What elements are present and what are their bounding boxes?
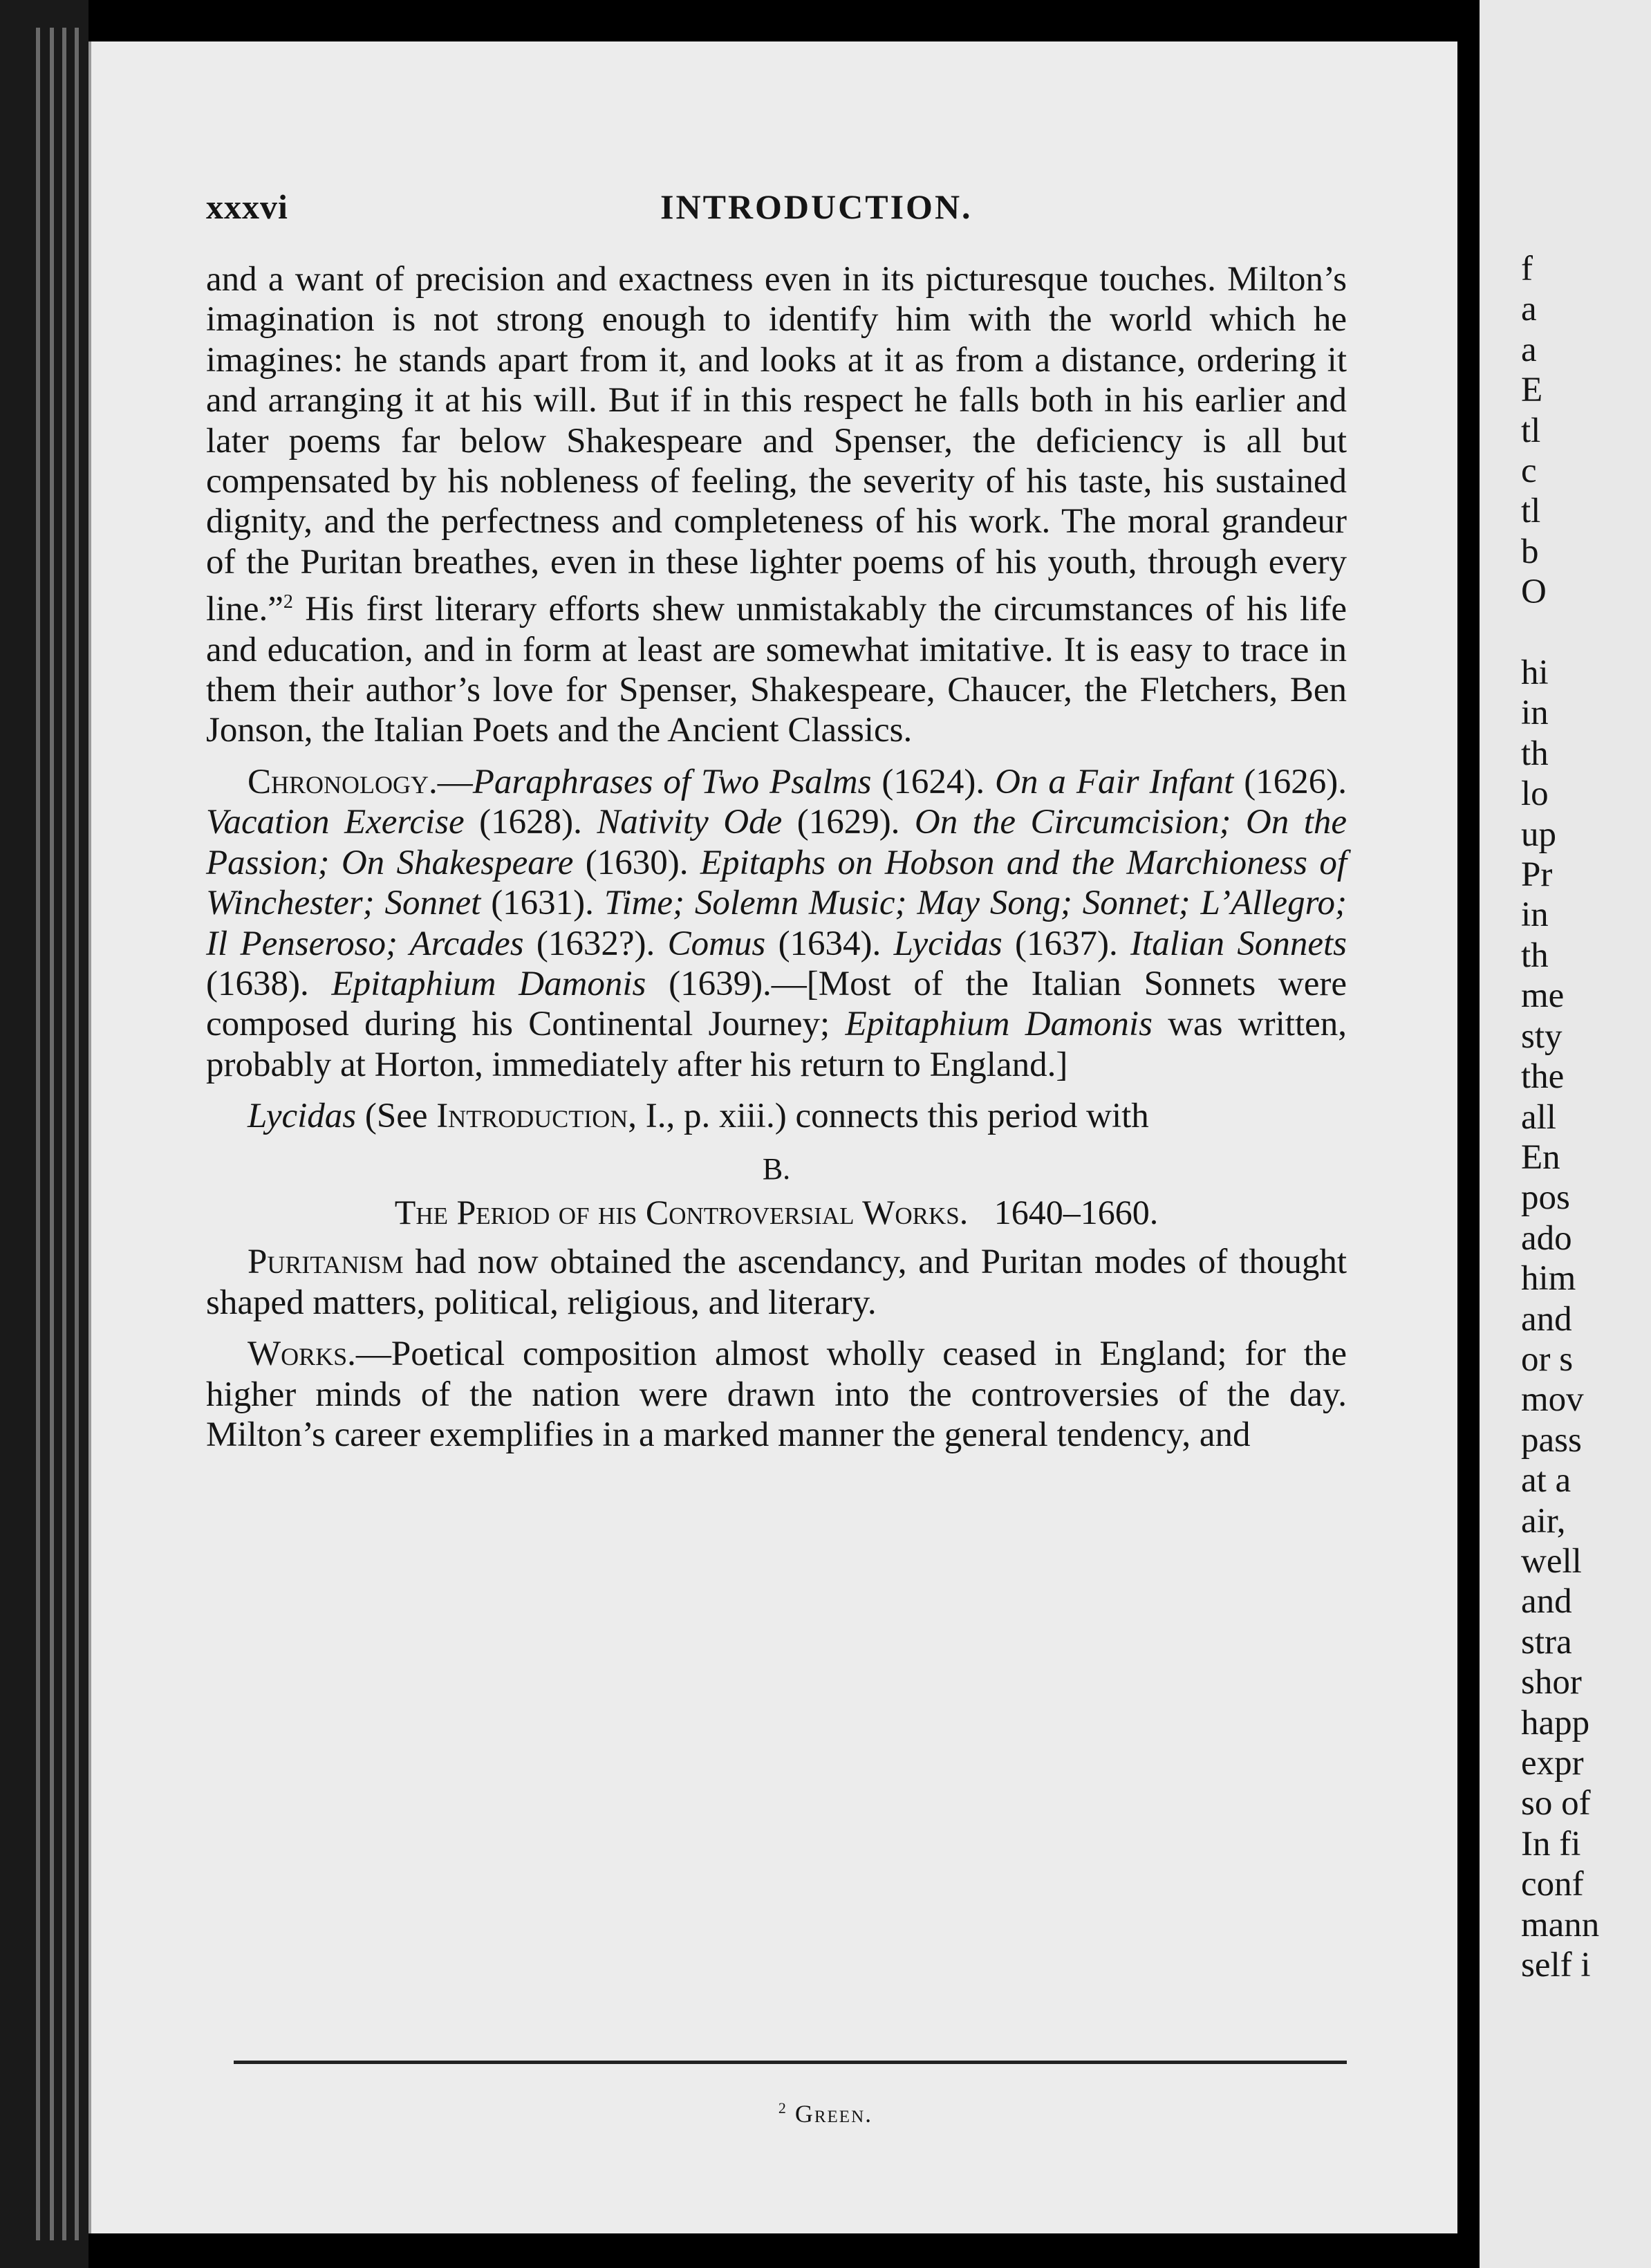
facing-page-fragment: E [1521,371,1543,410]
work-date: (1639).—[Most of the Italian Sonnets were composed during his Continental Journey; [206,964,1347,1044]
footnote-reference: 2 [283,591,293,613]
note-text: was written, probably at Horton, immediately after his return to England.] [206,1005,1347,1084]
work-date: (1631). [481,884,604,923]
facing-page-fragment: ado [1521,1218,1572,1258]
main-text [206,259,1347,1455]
running-title: INTRODUCTION. [660,187,973,226]
work-title: Paraphrases of Two Psalms [472,762,872,801]
facing-page-fragment: sty [1521,1016,1563,1056]
facing-page-fragment: in [1521,895,1549,935]
facing-page-fragment: stra [1521,1622,1572,1662]
facing-page-fragment: th [1521,936,1549,975]
facing-page-fragment: O [1521,573,1547,612]
facing-page-fragment: th [1521,734,1549,773]
work-date: (1632?). [523,924,668,963]
section-letter: B. [762,1151,791,1186]
facing-page-fragment: tl [1521,492,1541,531]
work-title: Epitaphs on Hobson and the Marchioness of Winchester; Sonnet [206,843,1347,923]
footnote [0,2099,1651,2128]
facing-page-fragment: a [1521,330,1537,369]
work-date: (1630). [573,843,700,882]
paragraph-text: —Poetical composition almost wholly ceased in England; for the higher minds of the nation were drawn into the controversies of the day. Milton’s career exemplifies in a marked manner the general tendency, and [206,1335,1347,1454]
facing-page-fragment: so of [1521,1784,1591,1823]
paragraph-text: , I., p. xiii.) connects this period with [628,1097,1149,1136]
work-date: (1634). [765,924,894,963]
paragraph-text: His first literary efforts shew unmistakably the circumstances of his life and education, and in form at least are somewhat imitative. It is easy to trace in them their author’s love for Spenser, Shakespeare, Chaucer, the Fletchers, Ben Jonson, the Italian Poets and the Ancient Classics. [206,590,1347,750]
facing-page-fragment: in [1521,694,1549,733]
work-title: Comus [667,924,766,963]
dash: — [437,762,473,801]
paragraph-label: Works. [248,1335,356,1374]
facing-page-fragment: mann [1521,1905,1600,1944]
facing-page-fragment: happ [1521,1703,1590,1742]
lycidas-paragraph [206,1096,1347,1136]
works-paragraph [206,1334,1347,1455]
page-header [0,187,1651,228]
page-number: xxxvi [206,187,288,226]
book-gutter [1457,0,1480,2268]
facing-page-fragment: conf [1521,1865,1584,1904]
facing-page-fragment: or s [1521,1339,1574,1379]
puritanism-paragraph [206,1242,1347,1323]
footnote-mark: 2 [778,2099,787,2117]
facing-page-fragment: pass [1521,1420,1582,1460]
facing-page-fragment: shor [1521,1663,1582,1702]
work-title: Time; Solemn Music; May Song; Sonnet; L’Allegro; Il Penseroso; Arcades [206,884,1347,963]
facing-page-fragment: expr [1521,1744,1584,1783]
facing-page-fragment: the [1521,1057,1565,1097]
work-title: Italian Sonnets [1130,924,1347,963]
facing-page-fragment [1521,613,1599,653]
footnote-text: Green. [787,2100,873,2128]
facing-page-fragment: c [1521,452,1537,491]
section-heading [206,1192,1347,1232]
facing-page-fragment: self i [1521,1946,1591,1985]
chronology-label: Chronology. [248,762,438,801]
facing-page-text [1521,249,1599,1985]
facing-page-fragment: up [1521,815,1556,854]
paragraph-text: (See [356,1097,437,1136]
page-edge-line [75,28,79,2240]
facing-page-fragment: mov [1521,1380,1584,1420]
chronology-paragraph [206,762,1347,1085]
facing-page-fragment: air, [1521,1501,1566,1541]
work-title: Epitaphium Damonis [331,964,646,1003]
facing-page-fragment: at a [1521,1461,1571,1500]
work-title: On the Circumcision; On the Passion; On Shakespeare [206,803,1347,882]
work-date: (1629). [782,803,915,842]
work-date: (1638). [206,964,332,1003]
work-date: (1624). [871,762,996,801]
paragraph-opening [206,259,1347,751]
facing-page-fragment: b [1521,532,1539,571]
facing-page-fragment: hi [1521,653,1549,693]
section-dates: 1640–1660. [994,1192,1159,1231]
page-edge-line [50,28,54,2240]
work-title: Epitaphium Damonis [845,1005,1153,1044]
work-title: Vacation Exercise [206,803,465,842]
facing-page-fragment: Pr [1521,855,1553,895]
work-title: Nativity Ode [597,803,783,842]
work-date: (1637). [1002,924,1131,963]
work-title: Lycidas [248,1097,357,1136]
page-edge-line [36,28,40,2240]
work-title: Lycidas [893,924,1002,963]
facing-page-fragment: and [1521,1299,1572,1339]
paragraph-text: had now obtained the ascendancy, and Puritan modes of thought shaped matters, political, religious, and literary. [206,1243,1347,1322]
facing-page-fragment: pos [1521,1178,1570,1218]
paragraph-label: Puritanism [248,1243,404,1282]
facing-page-fragment: f [1521,250,1533,288]
page-edge-line [62,28,66,2240]
facing-page-fragment: all [1521,1097,1556,1137]
paragraph-text: and a want of precision and exactness even in its picturesque touches. Milton’s imagination is not strong enough to identify him with the world which he imagines: he stands apart from it, and looks at it as from a distance, ordering it and arranging it at his will. But if in this respect he falls both in his earlier and later poems far below Shakespeare and Spenser, the deficiency is all but compensated by his nobleness of feeling, the severity of his taste, his sustained dignity, and the perfectness and completeness of his work. The moral grandeur of the Puritan breathes, even in these lighter poems of his youth, through every line.” [206,260,1347,629]
facing-page-fragment: well [1521,1541,1582,1581]
facing-page-fragment: me [1521,976,1565,1016]
facing-page-fragment: and [1521,1582,1572,1621]
facing-page-fragment: a [1521,290,1537,329]
facing-page-fragment: En [1521,1137,1560,1177]
section-title: The Period of his Controversial Works. [394,1192,969,1231]
cross-reference: Introduction [436,1097,628,1136]
work-date: (1626). [1233,762,1347,801]
work-date: (1628). [464,803,597,842]
facing-page-fragment: tl [1521,411,1541,450]
facing-page-fragment: lo [1521,774,1549,814]
facing-page-fragment: him [1521,1259,1576,1299]
footnote-rule [234,2061,1347,2064]
work-title: On a Fair Infant [995,762,1234,801]
facing-page-fragment: In fi [1521,1824,1581,1863]
